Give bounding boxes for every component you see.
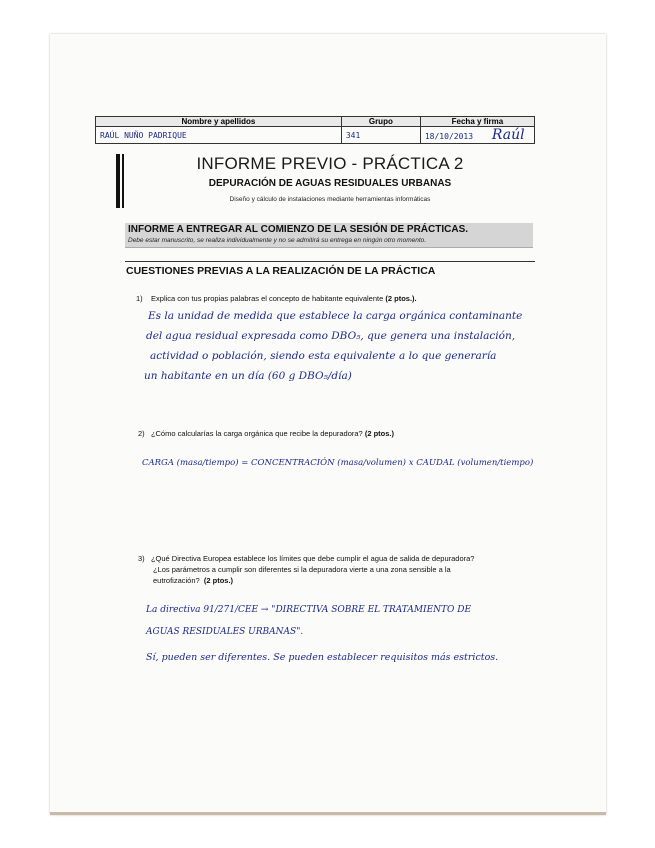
header-col-date: Fecha y firma bbox=[420, 117, 534, 127]
signature: Raúl bbox=[491, 127, 525, 143]
question-1-number: 1) bbox=[136, 294, 143, 303]
answer-3-line: AGUAS RESIDUALES URBANAS". bbox=[146, 627, 304, 637]
header-col-name: Nombre y apellidos bbox=[96, 117, 342, 127]
answer-1-line: del agua residual expresada como DBO₅, que genera una instalación, bbox=[146, 330, 516, 342]
question-2-text: ¿Cómo calcularías la carga orgánica que recibe la depuradora? bbox=[150, 429, 363, 438]
banner-note: Debe estar manuscrito, se realiza individualmente y no se admitirá su entrega en ningún otro momento. bbox=[128, 237, 427, 244]
question-1 bbox=[136, 293, 417, 304]
question-1-text: Explica con tus propias palabras el concepto de habitante equivalente bbox=[151, 294, 384, 303]
question-3-line-1 bbox=[138, 553, 474, 564]
header-table bbox=[95, 116, 535, 144]
date-value: 18/10/2013 bbox=[424, 132, 474, 141]
answer-1-line: un habitante en un día (60 g DBO₅/día) bbox=[144, 370, 352, 382]
answer-2 bbox=[142, 453, 533, 473]
question-3-number: 3) bbox=[138, 554, 145, 563]
page-subsubtitle: Diseño y cálculo de instalaciones mediante herramientas informáticas bbox=[229, 196, 431, 203]
group-value: 341 bbox=[341, 127, 420, 144]
date-signature-cell bbox=[420, 127, 534, 144]
question-3-line-3 bbox=[153, 575, 474, 586]
answer-3-line: La directiva 91/271/CEE → "DIRECTIVA SOBRE EL TRATAMIENTO DE bbox=[146, 605, 472, 615]
question-1-points: (2 ptos.). bbox=[385, 294, 417, 303]
question-3-text-end: eutrofización? bbox=[153, 576, 200, 585]
paper-sheet bbox=[50, 34, 606, 815]
banner-heading: INFORME A ENTREGAR AL COMIENZO DE LA SESIÓN DE PRÁCTICAS. bbox=[128, 224, 469, 235]
question-3-text: ¿Qué Directiva Europea establece los límites que debe cumplir el agua de salida de depuradora? bbox=[150, 554, 475, 563]
name-value: RAÚL NUÑO PADRIQUE bbox=[96, 127, 342, 144]
section-title: CUESTIONES PREVIAS A LA REALIZACIÓN DE LA PRÁCTICA bbox=[126, 265, 436, 277]
answer-1-line: actividad o población, siendo esta equivalente a lo que generaría bbox=[150, 350, 497, 362]
header-col-group: Grupo bbox=[341, 117, 420, 127]
question-2 bbox=[138, 428, 394, 439]
answer-1 bbox=[144, 306, 523, 386]
answer-2-line: CARGA (masa/tiempo) = CONCENTRACIÓN (masa/volumen) x CAUDAL (volumen/tiempo) bbox=[142, 458, 534, 468]
question-3-line-2: ¿Los parámetros a cumplir son diferentes si la depuradora vierte a una zona sensible a la bbox=[153, 565, 451, 574]
page-subtitle: DEPURACIÓN DE AGUAS RESIDUALES URBANAS bbox=[208, 178, 452, 189]
answer-1-line: Es la unidad de medida que establece la carga orgánica contaminante bbox=[148, 310, 523, 322]
answer-3-line: Sí, pueden ser diferentes. Se pueden establecer requisitos más estrictos. bbox=[146, 652, 499, 663]
question-2-points: (2 ptos.) bbox=[364, 429, 394, 438]
section-rule bbox=[125, 261, 535, 262]
answer-3 bbox=[146, 599, 498, 669]
question-3 bbox=[138, 553, 474, 586]
instruction-banner bbox=[125, 223, 533, 248]
question-2-number: 2) bbox=[138, 429, 145, 438]
question-3-points: (2 ptos.) bbox=[203, 576, 234, 585]
page-title: INFORME PREVIO - PRÁCTICA 2 bbox=[196, 154, 464, 173]
